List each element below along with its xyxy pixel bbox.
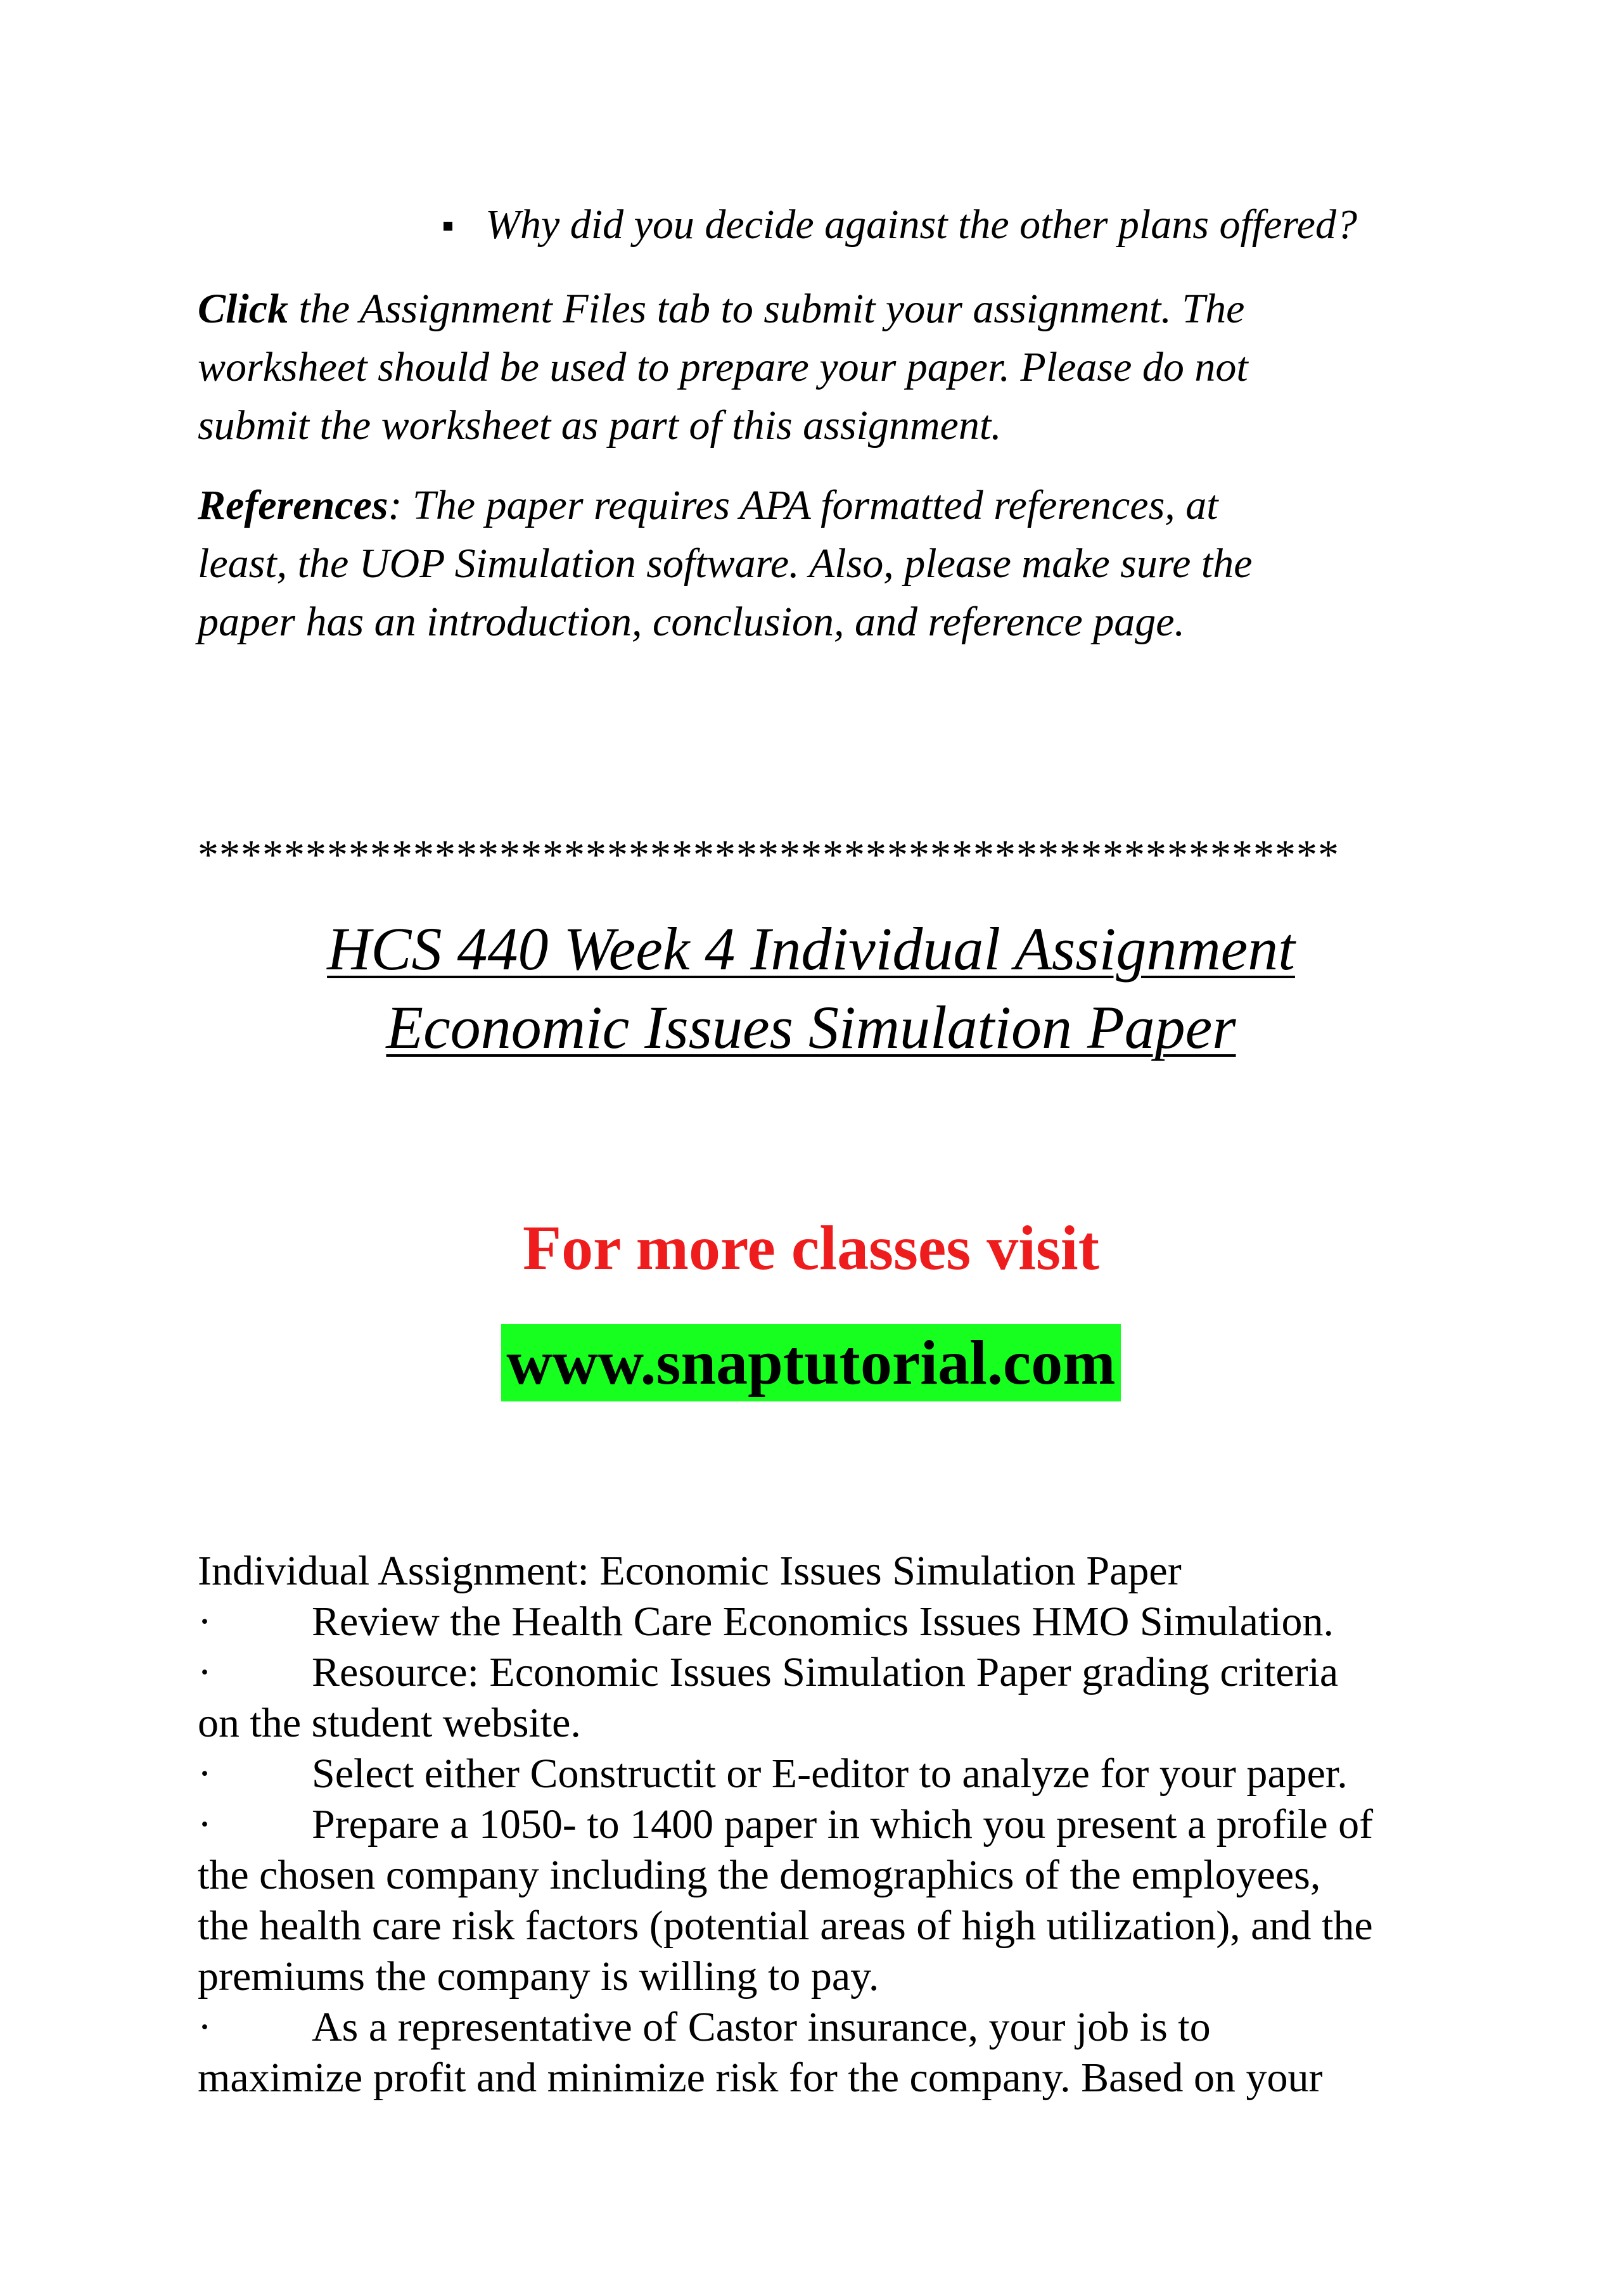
middle-dot-bullet-icon: · — [198, 1598, 212, 1645]
list-item-text: Review the Health Care Economics Issues HMO Simulation. — [312, 1598, 1334, 1645]
references-lead: References — [198, 482, 388, 528]
paragraph-line: worksheet should be used to prepare your paper. Please do not — [198, 344, 1248, 390]
list-item-text: Select either Constructit or E-editor to analyze for your paper. — [312, 1751, 1348, 1797]
document-title-line-2: Economic Issues Simulation Paper — [386, 993, 1236, 1061]
bullet-list-item — [198, 1597, 1471, 1647]
bullet-list-item — [198, 1799, 1471, 1850]
paragraph-line: Click the Assignment Files tab to submit your assignment. The — [198, 286, 1245, 332]
promo-url-link[interactable]: www.snaptutorial.com — [501, 1324, 1120, 1401]
list-item-text: premiums the company is willing to pay. — [198, 1953, 879, 1999]
middle-dot-bullet-icon: · — [198, 1801, 212, 1847]
list-item-text: the chosen company including the demographics of the employees, — [198, 1852, 1321, 1898]
list-item-continuation — [198, 1951, 1471, 2002]
promo-text: For more classes visit — [522, 1213, 1099, 1283]
submission-instructions — [198, 280, 1471, 455]
middle-dot-bullet-icon: · — [198, 1751, 212, 1797]
question-text: Why did you decide against the other plans offered? — [485, 201, 1357, 248]
list-item-continuation — [198, 2053, 1471, 2103]
document-title-line-1: HCS 440 Week 4 Individual Assignment — [327, 915, 1295, 983]
list-item-continuation — [198, 1901, 1471, 1951]
middle-dot-bullet-icon: · — [198, 2004, 212, 2050]
paragraph-line: paper has an introduction, conclusion, and reference page. — [198, 599, 1185, 645]
bullet-list-item — [198, 2002, 1471, 2053]
list-item-text: the health care risk factors (potential areas of high utilization), and the — [198, 1903, 1373, 1949]
references-instructions — [198, 476, 1471, 651]
question-bullet-item — [444, 196, 1357, 253]
middle-dot-bullet-icon: · — [198, 1649, 212, 1695]
assignment-body — [198, 1546, 1471, 2103]
paragraph-line: submit the worksheet as part of this assignment. — [198, 402, 1002, 449]
paragraph-line: least, the UOP Simulation software. Also, please make sure the — [198, 540, 1253, 587]
list-item-text: As a representative of Castor insurance, your job is to — [312, 2004, 1211, 2050]
click-lead: Click — [198, 286, 288, 332]
promo-url-container — [0, 1324, 1622, 1401]
bullet-list-item — [198, 1749, 1471, 1799]
bullet-list-item — [198, 1647, 1471, 1698]
paragraph-line: References: The paper requires APA formatted references, at — [198, 482, 1218, 528]
asterisk-separator: ***************************************************** — [198, 832, 1339, 878]
list-item-text: on the student website. — [198, 1700, 581, 1746]
assignment-rows — [198, 1597, 1471, 2103]
assignment-heading: Individual Assignment: Economic Issues Simulation Paper — [198, 1548, 1182, 1594]
list-item-continuation — [198, 1698, 1471, 1749]
list-item-text: Prepare a 1050- to 1400 paper in which you present a profile of — [312, 1801, 1374, 1847]
list-item-text: maximize profit and minimize risk for the company. Based on your — [198, 2055, 1323, 2101]
list-item-continuation — [198, 1850, 1471, 1901]
square-bullet-icon — [444, 222, 452, 231]
list-item-text: Resource: Economic Issues Simulation Paper grading criteria — [312, 1649, 1339, 1695]
